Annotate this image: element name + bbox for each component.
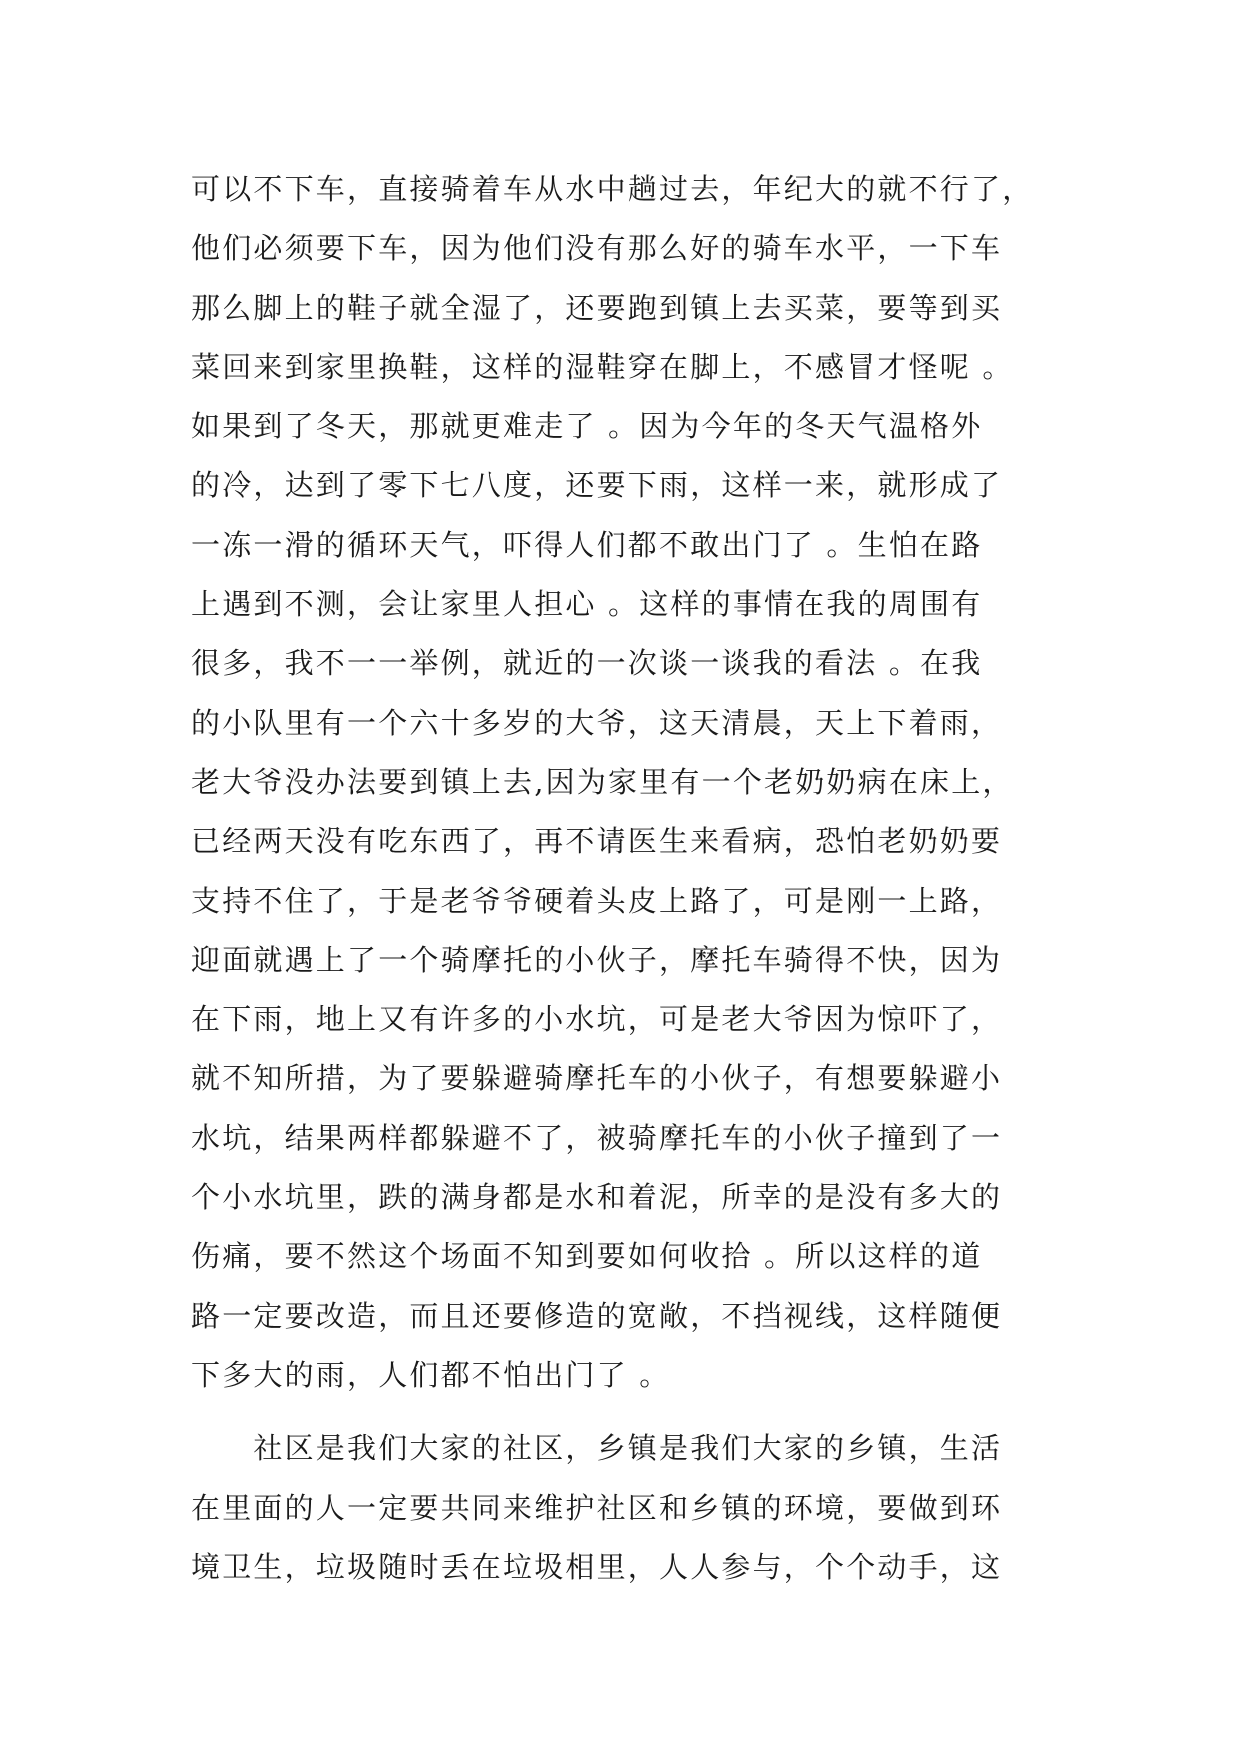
text-line: 伤痛，要不然这个场面不知到要如何收拾 。所以这样的道 [191,1239,983,1274]
text-line: 水坑，结果两样都躲避不了，被骑摩托车的小伙子撞到了一 [191,1120,1003,1155]
text-line: 迎面就遇上了一个骑摩托的小伙子，摩托车骑得不快，因为 [191,942,1003,977]
text-line: 社区是我们大家的社区，乡镇是我们大家的乡镇，生活 [191,1431,1003,1466]
text-line: 就不知所措，为了要躲避骑摩托车的小伙子，有想要躲避小 [191,1061,1003,1096]
text-line: 在下雨，地上又有许多的小水坑，可是老大爷因为惊吓了， [191,1002,1003,1037]
text-line: 已经两天没有吃东西了，再不请医生来看病，恐怕老奶奶要 [191,824,1003,859]
text-line: 那么脚上的鞋子就全湿了，还要跑到镇上去买菜，要等到买 [191,290,1003,325]
text-line: 一冻一滑的循环天气，吓得人们都不敢出门了 。生怕在路 [191,527,983,562]
text-line: 的冷，达到了零下七八度，还要下雨，这样一来，就形成了 [191,468,1003,503]
text-line: 境卫生，垃圾随时丢在垃圾相里，人人参与，个个动手，这 [191,1549,1003,1584]
text-line: 在里面的人一定要共同来维护社区和乡镇的环境，要做到环 [191,1490,1003,1525]
text-line: 可以不下车，直接骑着车从水中趟过去，年纪大的就不行了， [191,172,1034,206]
text-line: 个小水坑里，跌的满身都是水和着泥，所幸的是没有多大的 [191,1180,1003,1215]
text-line: 很多，我不一一举例，就近的一次谈一谈我的看法 。在我 [191,646,983,681]
text-line: 菜回来到家里换鞋，这样的湿鞋穿在脚上，不感冒才怪呢 。 [191,349,1014,384]
text-line: 支持不住了，于是老爷爷硬着头皮上路了，可是刚一上路， [191,883,1003,918]
document-body [191,160,1071,1597]
text-line: 老大爷没办法要到镇上去,因为家里有一个老奶奶病在床上， [191,764,1014,799]
text-line: 下多大的雨，人们都不怕出门了 。 [191,1357,671,1392]
text-line: 上遇到不测，会让家里人担心 。这样的事情在我的周围有 [191,587,983,622]
paragraph-2 [191,1419,1071,1597]
paragraph-spacer [191,1405,1071,1419]
text-line: 的小队里有一个六十多岁的大爷，这天清晨，天上下着雨， [191,705,1003,740]
paragraph-1 [191,160,1071,1405]
text-line: 路一定要改造，而且还要修造的宽敞，不挡视线，这样随便 [191,1298,1003,1333]
text-line: 如果到了冬天，那就更难走了 。因为今年的冬天气温格外 [191,409,983,444]
text-line: 他们必须要下车，因为他们没有那么好的骑车水平，一下车 [191,231,1003,266]
